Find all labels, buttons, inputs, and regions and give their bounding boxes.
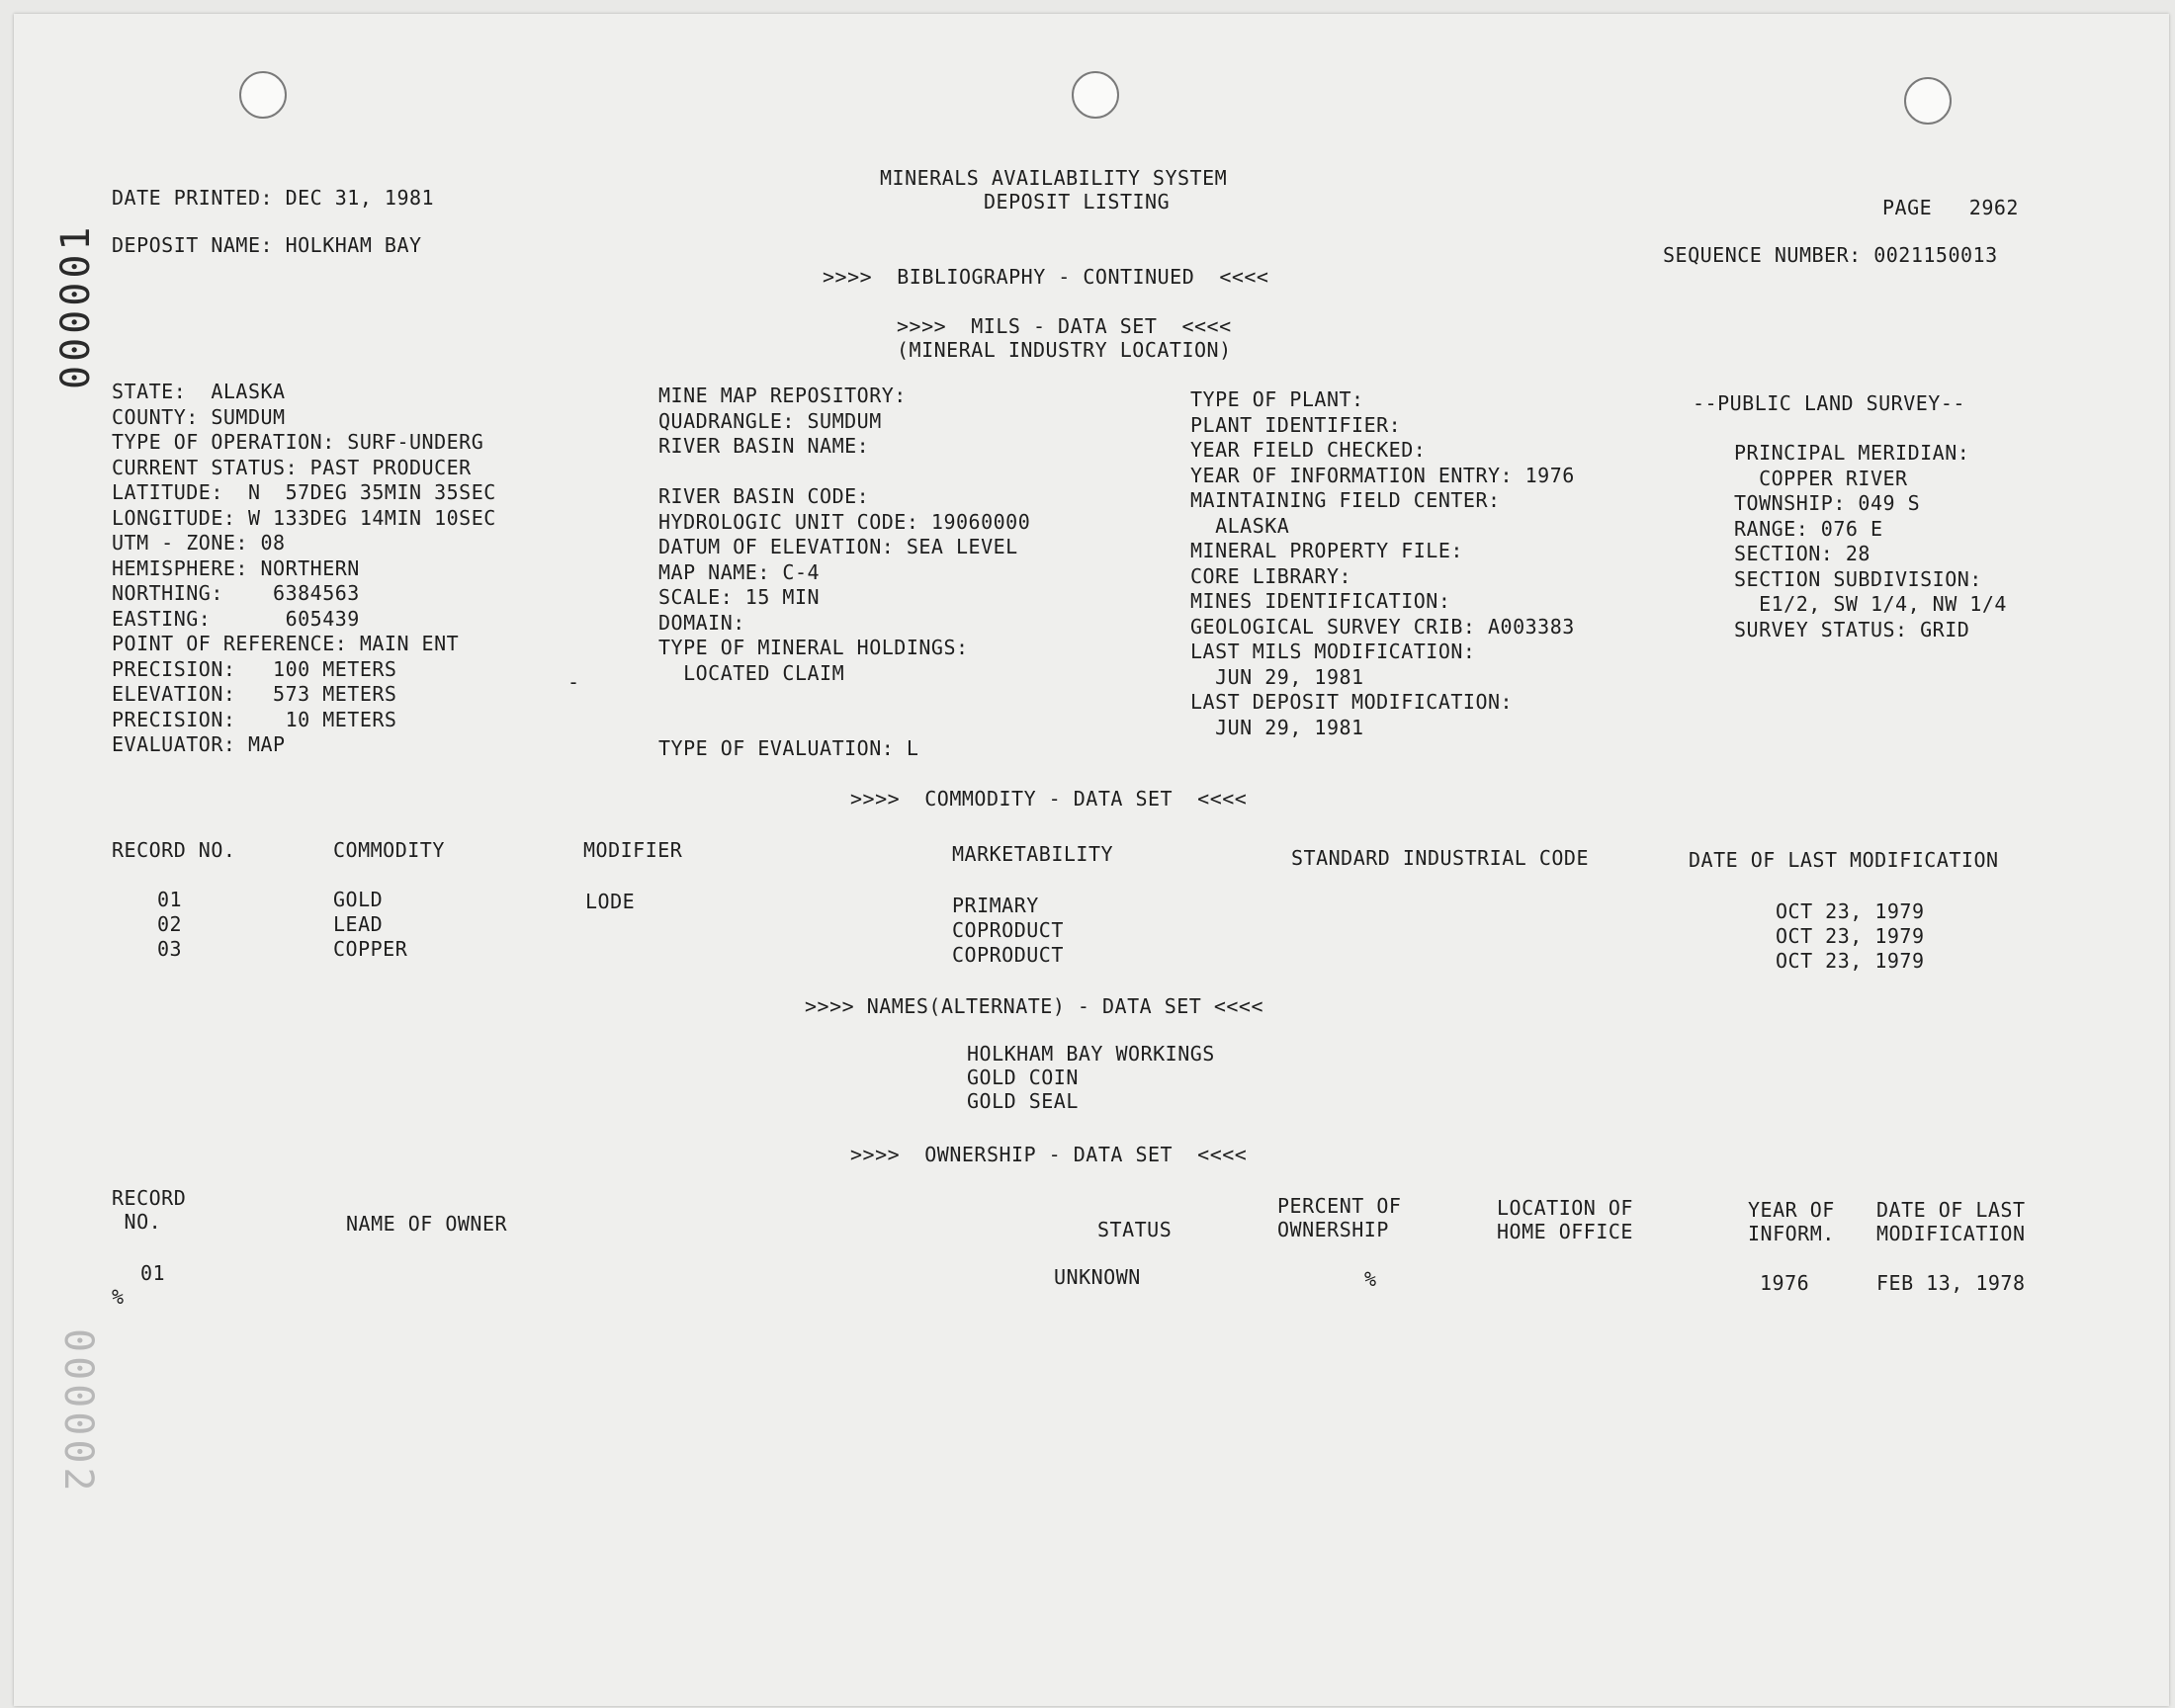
table-cell-record: 01: [140, 1261, 166, 1285]
field-line: MAINTAINING FIELD CENTER:: [1190, 488, 1501, 512]
field-line: NORTHING: 6384563: [112, 581, 360, 605]
field-line: [658, 460, 1030, 485]
field-line: JUN 29, 1981: [1190, 664, 1364, 689]
field-line: [658, 686, 1030, 712]
field-line: MAP NAME: C-4: [658, 559, 821, 584]
commodity-header-modifier: MODIFIER: [583, 838, 683, 862]
commodity-header-marketability: MARKETABILITY: [952, 842, 1114, 866]
field-line: PRINCIPAL MERIDIAN:: [1734, 441, 1970, 465]
table-cell-date: OCT 23, 1979: [1776, 899, 1925, 923]
ownership-header-record: RECORD: [112, 1186, 187, 1210]
table-cell-date: OCT 23, 1979: [1776, 949, 1925, 973]
field-line: MINES IDENTIFICATION:: [1190, 589, 1451, 613]
punch-hole-left: [239, 71, 287, 119]
field-line: LAST MILS MODIFICATION:: [1190, 640, 1476, 663]
ownership-header-year: YEAR OF: [1748, 1198, 1835, 1222]
commodity-banner: >>>> COMMODITY - DATA SET <<<<: [850, 787, 1248, 811]
field-line: PRECISION: 100 METERS: [112, 656, 397, 681]
ownership-header-percent-2: OWNERSHIP: [1277, 1218, 1389, 1241]
ownership-header-percent: PERCENT OF: [1277, 1194, 1402, 1218]
field-line: SECTION SUBDIVISION:: [1734, 566, 1982, 591]
field-line: YEAR FIELD CHECKED:: [1190, 438, 1427, 462]
table-cell-percent: %: [1364, 1267, 1377, 1291]
table-cell-marketability: COPRODUCT: [952, 943, 1064, 967]
table-cell-status: UNKNOWN: [1054, 1265, 1141, 1289]
table-cell-marketability: COPRODUCT: [952, 918, 1064, 942]
field-line: RANGE: 076 E: [1734, 516, 1883, 541]
names-banner: >>>> NAMES(ALTERNATE) - DATA SET <<<<: [805, 994, 1264, 1018]
field-line: STATE: ALASKA: [112, 380, 286, 403]
field-line: LAST DEPOSIT MODIFICATION:: [1190, 690, 1514, 714]
table-cell-date: FEB 13, 1978: [1876, 1271, 2026, 1295]
field-line: SCALE: 15 MIN: [658, 585, 821, 609]
field-line: TOWNSHIP: 049 S: [1734, 491, 1921, 515]
commodity-header-date: DATE OF LAST MODIFICATION: [1689, 848, 1999, 872]
field-line: LATITUDE: N 57DEG 35MIN 35SEC: [112, 480, 496, 504]
field-line: E1/2, SW 1/4, NW 1/4: [1734, 592, 2007, 616]
commodity-header-record: RECORD NO.: [112, 838, 236, 862]
document-page: [14, 14, 2169, 1706]
field-line: RIVER BASIN NAME:: [658, 434, 870, 458]
field-line: HYDROLOGIC UNIT CODE: 19060000: [658, 509, 1031, 534]
list-item: HOLKHAM BAY WORKINGS: [967, 1042, 1215, 1066]
field-line: HEMISPHERE: NORTHERN: [112, 555, 360, 580]
table-cell-year: 1976: [1760, 1271, 1810, 1295]
field-line: DOMAIN:: [658, 610, 745, 635]
mils-column-4: [1734, 441, 2007, 642]
ownership-header-record-no: NO.: [112, 1210, 162, 1234]
field-line: CURRENT STATUS: PAST PRODUCER: [112, 455, 472, 479]
field-line: DATUM OF ELEVATION: SEA LEVEL: [658, 535, 1018, 558]
field-line: MINE MAP REPOSITORY:: [658, 384, 907, 407]
mils-column-1: [112, 380, 496, 758]
table-cell-date: OCT 23, 1979: [1776, 924, 1925, 948]
commodity-header-commodity: COMMODITY: [333, 838, 445, 862]
date-printed: DATE PRINTED: DEC 31, 1981: [112, 186, 435, 210]
table-cell-commodity: COPPER: [333, 937, 408, 961]
field-line: TYPE OF EVALUATION: L: [658, 736, 919, 760]
page-number: PAGE 2962: [1882, 196, 2019, 219]
bibliography-banner: >>>> BIBLIOGRAPHY - CONTINUED <<<<: [823, 265, 1269, 289]
table-cell-record: 02: [157, 912, 183, 936]
field-line: SECTION: 28: [1734, 542, 1870, 565]
field-line: LONGITUDE: W 133DEG 14MIN 10SEC: [112, 505, 496, 530]
table-cell-commodity: GOLD: [333, 888, 384, 911]
mils-column-2: [658, 384, 1030, 762]
ownership-header-date: DATE OF LAST: [1876, 1198, 2026, 1222]
ownership-banner: >>>> OWNERSHIP - DATA SET <<<<: [850, 1143, 1248, 1166]
list-item: GOLD COIN: [967, 1066, 1079, 1089]
public-land-survey-heading: --PUBLIC LAND SURVEY--: [1693, 391, 1965, 415]
ownership-header-location: LOCATION OF: [1497, 1196, 1633, 1220]
alternate-names-list: [967, 1042, 1215, 1113]
field-line: UTM - ZONE: 08: [112, 531, 286, 555]
field-line: MINERAL PROPERTY FILE:: [1190, 539, 1463, 562]
system-title: MINERALS AVAILABILITY SYSTEM: [880, 166, 1228, 190]
stray-dash-mark: -: [567, 670, 580, 694]
field-line: GEOLOGICAL SURVEY CRIB: A003383: [1190, 614, 1575, 639]
commodity-header-sic: STANDARD INDUSTRIAL CODE: [1291, 846, 1589, 870]
field-line: SURVEY STATUS: GRID: [1734, 617, 1970, 641]
field-line: TYPE OF MINERAL HOLDINGS:: [658, 636, 969, 659]
mils-subtitle: (MINERAL INDUSTRY LOCATION): [897, 338, 1232, 362]
margin-frame-number: 000001: [53, 222, 99, 389]
punch-hole-center: [1072, 71, 1119, 119]
ownership-header-year-2: INFORM.: [1748, 1222, 1835, 1245]
field-line: COPPER RIVER: [1734, 466, 1908, 490]
ownership-header-status: STATUS: [1097, 1218, 1173, 1241]
ownership-header-location-2: HOME OFFICE: [1497, 1220, 1633, 1243]
field-line: PRECISION: 10 METERS: [112, 707, 397, 731]
field-line: COUNTY: SUMDUM: [112, 404, 286, 429]
field-line: TYPE OF OPERATION: SURF-UNDERG: [112, 430, 484, 454]
field-line: EASTING: 605439: [112, 606, 360, 631]
field-line: YEAR OF INFORMATION ENTRY: 1976: [1190, 463, 1575, 487]
ownership-header-date-2: MODIFICATION: [1876, 1222, 2026, 1245]
field-line: EVALUATOR: MAP: [112, 732, 286, 756]
field-line: QUADRANGLE: SUMDUM: [658, 408, 882, 433]
sequence-number: SEQUENCE NUMBER: 0021150013: [1663, 243, 1998, 267]
field-line: PLANT IDENTIFIER:: [1190, 412, 1402, 437]
field-line: JUN 29, 1981: [1190, 715, 1364, 739]
table-cell-record: 01: [157, 888, 183, 911]
field-line: POINT OF REFERENCE: MAIN ENT: [112, 632, 460, 655]
deposit-name: DEPOSIT NAME: HOLKHAM BAY: [112, 233, 422, 257]
list-item: GOLD SEAL: [967, 1089, 1079, 1113]
table-cell-modifier: LODE: [585, 890, 636, 913]
table-cell-record: 03: [157, 937, 183, 961]
field-line: CORE LIBRARY:: [1190, 563, 1352, 588]
ownership-header-owner: NAME OF OWNER: [346, 1212, 508, 1236]
listing-title: DEPOSIT LISTING: [984, 190, 1171, 214]
field-line: ELEVATION: 573 METERS: [112, 682, 397, 706]
table-cell-marketability: PRIMARY: [952, 894, 1039, 917]
field-line: TYPE OF PLANT:: [1190, 387, 1364, 411]
mils-banner: >>>> MILS - DATA SET <<<<: [897, 314, 1232, 338]
table-cell-percent-mark: %: [112, 1285, 125, 1309]
field-line: RIVER BASIN CODE:: [658, 484, 870, 508]
punch-hole-right: [1904, 77, 1952, 125]
table-cell-commodity: LEAD: [333, 912, 384, 936]
field-line: LOCATED CLAIM: [658, 660, 845, 685]
margin-frame-number-faint: 000002: [55, 1328, 101, 1495]
mils-column-3: [1190, 387, 1575, 740]
field-line: ALASKA: [1190, 513, 1290, 538]
field-line: [658, 712, 1030, 737]
